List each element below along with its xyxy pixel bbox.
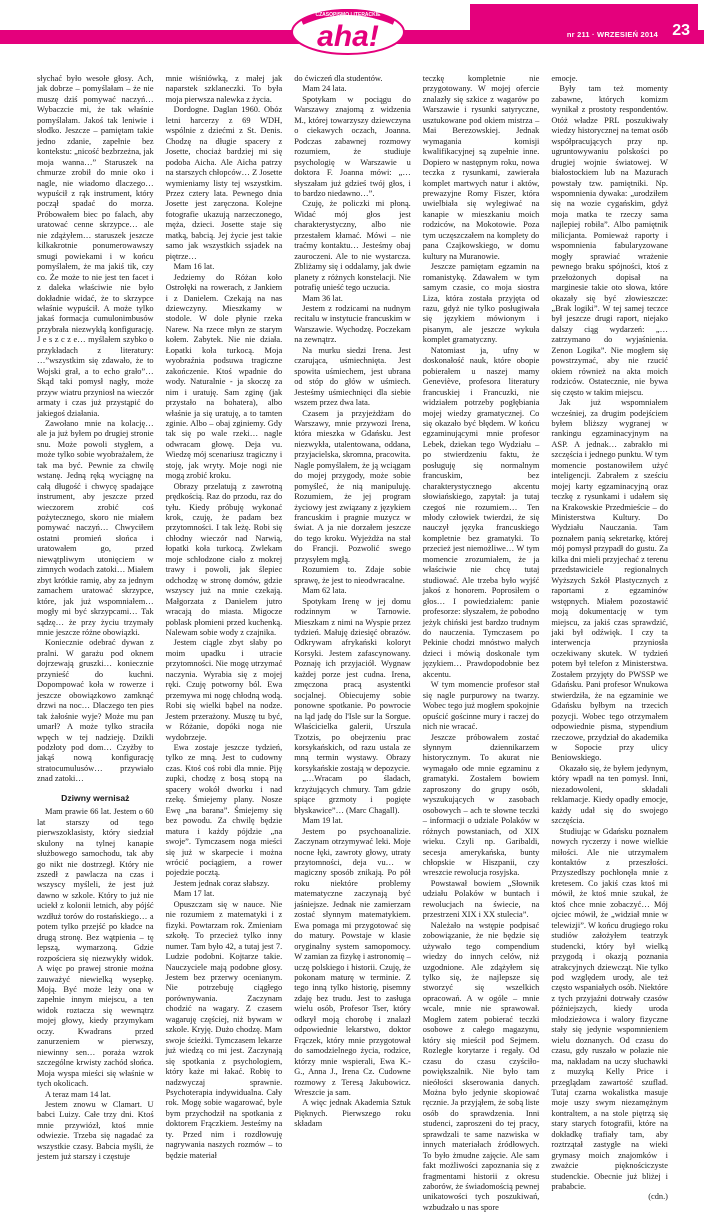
article-paragraph: Spotykam w pociągu do Warszawy znajomą z widzenia M., której towarzyszy dziewczyna o ciekawych oczach, Joanna. Podczas zabawnej rozmowy rozumiem, że studiuje psychologię w Warszawie u doktora F. Joanna mówi: „…słyszałam już gdzieś twój głos, i to bardzo niedawno…”. xyxy=(294,94,411,198)
article-paragraph: A teraz mam 14 lat. xyxy=(45,1089,111,1099)
article-columns xyxy=(37,74,668,1212)
article-paragraph: Koniecznie odebrać dywan z pralni. W garażu pod oknem dojrzewają gruszki… koniecznie przynieść do kuchni. Dopompować koła w rowerze i jeszcze obowiązkowo zamknąć drzwi na noc… Dlaczego ten pies tak żałośnie wyje? Może mu pan umarł? A może tylko straciła wpęch w tej nadzieję. Dzikli podzłoty pod dom… Czyżby to jakąś nową konfigurację stratocumulusów… przywiało znad zatoki… xyxy=(37,638,154,784)
article-paragraph: Mam prawie 66 lat. Jestem o 60 lat starszy od tego pierwszoklasisty, który siedział skulony na tylnej kanapie służbowego samochodu, tak aby go nikt nie dostrzegł. Który nie zszedł z pawlacza na czas i wszyscy myśleli, że jest już dawno w szkole. Który to już nie uciekł z kolonii letnich, aby pójść wzdłuż torów do rostańskiego… a potem tylko przejść po kładce na drugą stronę. Bez wątpienia – tę lepszą, wymarzoną. Gdzie rozpościera się niezwykły widok. A więc po prawej stronie można zauważyć niewielką wysepkę. Moją. Być może leży ona w zapełnie innym miejscu, a ten widok roztacza się wewnątrz mojej głowy, kiedy przymykam oczy. Kwadrans przed zanurzeniem w pierwszy, niewinny sen… poraża wzrok szczególne krwisty zachód słońca. Moja wyspa mieści się właśnie w tych okolicach. xyxy=(37,807,154,1089)
article-signature: (cdn.) xyxy=(648,1192,668,1202)
article-paragraph: słychać było wesołe głosy. Ach, jak dobrze – pomyślałam – że nie muszę dziś pomywać naczyń… Wybaczcie mi, że tak właśnie pomyślałam. Jakoś tak leniwie i słodko. Jeszcze – pamiętam takie jedno zdanie, zapełnie bez kontekstu: „nicość bezbrzeżna, jak moja wanna…” Staruszek na chmurze zrobił do mnie oko i nagle, nie wiadomo dlaczego… wypuścił z rąk instrument, który począł spadać do morza. Próbowałem biec po falach, aby uratować cenne skrzypce… ale nie zdążyłem… staruszek jeszcze kilkakrotnie ponumerowawszy smugi powiekami i w końcu pomyślałem, że ma jakiś tik, czy co. Że może to nie jest ten facet i z daleka właściwie nie było dokładnie widać, że to skrzypce właśnie wypuścił. A może tylko jakaś formacja cumulonimbusów przybrała niezwykłą konfigurację. J e s z c z e… myślałem szybko o przykładach z literatury: …”wszystkim się zdawało, że to Wojski grał, a to echo grało”… Skąd taki pomysł nagły, może przyw wiatru przyniosł na wieczór armaty i czas już przystąpić do jakiegoś działania. xyxy=(37,74,154,418)
text-column-2 xyxy=(165,74,283,1160)
article-paragraph: Jestem ciągle zbyt słaby po moim upadku i utracie przytomności. Nie mogę utrzymać naczynia. Wyrabia się z mojej ręki. Czuję potworny ból. Ewa przemywa mi nogę chłodną wodą. Robi się wielki bąbel na nodze. Jestem przerażony. Muszę tu być, w Różanie, dopóki noga nie wydobrzeje. xyxy=(165,638,283,742)
article-paragraph: Jeszcze próbowałem zostać słynnym dziennikarzem historycznym. To akurat nie wymagało ode mnie egzaminu z gramatyki. Zostałem bowiem zaproszony do grupy osób, wyszukujących w zasobach osobowych – ach te słowne teczki – informacji o udziale Polaków w różnych powstaniach, od XIX wieku. Czyli np. Garibaldi, secesja amerykańska, bunty chłopskie w Hiszpanii, czy wreszcie rewolucja rosyjska. xyxy=(422,732,540,878)
article-paragraph: do ćwiczeń dla studentów. xyxy=(294,74,383,83)
magazine-logo xyxy=(288,2,408,56)
article-paragraph: Jestem z rodzicami na nudnym recitalu w instytucie francuskim w Warszawie. Wychodzę. Poczekam na zewnątrz. xyxy=(294,303,411,345)
page-header xyxy=(0,0,704,58)
article-paragraph: Spotykam Irenę w jej domu rodzinnym w Tarnowie. Mieszkam z nimi na Wyspie przez tydzień. Małuję dziesięć obrazów. Odkrywam afrykański koloryt Korsyki. Jestem zafascynowany. Poznaję ich przyjaciół. Wygnaw każdej porze jest cudna. Irena, zmęczona pracą asystentki socjalnej. Obiecujemy sobie ponowne spotkanie. Po powrocie na ląd jadę do l'Isle sur la Sorgue. Właścicielka galerii, Urszula Tzotzis, po obejrzeniu prac korsykańskich, od razu ustala ze mną termin wystawy. Obrazy korsykańskie zostają w depozycie. xyxy=(294,596,411,773)
article-paragraph: A więc jednak Akademia Sztuk Pięknych. Pierwszego roku składam xyxy=(294,1098,411,1129)
article-paragraph: Opuszczam się w nauce. Nie nie rozumiem z matematyki i z fizyki. Powtarzam rok. Zmieniam szkołę. To przecież tylko inny numer. Tam było 42, a tutaj jest 7. Ludzie podobni. Kojtarze takie. Nauczyciele mają podobne głosy. Jestem bez przerwy ocenianym. Nie potrzebuję ciągłego porównywania. Zaczynam chodzić na wagary. Z czasem wagaruję częściej, niż bywam w szkole. Kryję. Dużo chodzę. Mam swoje ścieżki. Tymczasem lekarze już wiedzą co mi jest. Zaczynają się spotkania z psychologiem, który każe mi łakać. Robię to nadzwyczaj sprawnie. Psychoterapia indywidualna. Cały rok. Mogę sobie wagarować, byle bym przychodził na spotkania z doktorem Frączkiem. Jesteśmy na ty. Przed nim i rozdłowuję nagrywania naszych rozmów – to będzie materiał xyxy=(165,899,283,1160)
logo-ribbon: CZASOPISMO LITERACKIE xyxy=(315,12,381,18)
article-paragraph: Jak już wspomniałem wcześniej, za drugim podejściem byłem bliższy wygranej w rankingu egzaminacyjnym na ASP. A jednak… zabrakło mi szczęścia i jednego punktu. W tym momencie postanowiłem użyć inteligencji. Zabrałem z sześciu mojej karty egzaminacyjną oraz teczkę z rysunkami i udałem się na Krakowskie Przedmieście – do Ministerstwa Kultury. Do Wydziału Nauczania. Tam poznałem panią sekretarkę, której mój pomysł przypadł do gustu. Za kilka dni mieli przyjechać z terenu przedstawiciele regionalnych Wyższych Szkół Plastycznych z raportami z egzaminów wstępnych. Miałem pozostawić moją dokumentację w tym miejscu, za jakiś czas sprawdzić, jaki był odźwięk. I czy ta interwencja przyniosła oczekiwany skutek. W tydzień potem był telefon z Ministerstwa. Zostałem przyjęty do PWSSP we Gdańsku. Pani profesor Wnukowa stwierdziła, że na egzaminie we Gdańsku byłbym na trzecich pozycji. Wobec tego otrzymałem odpowiednie pisma, stypendium rzeczowe, przydział do akademika w Sopocie przy ulicy Beniowskiego. xyxy=(551,398,668,763)
article-paragraph: Były tam też momenty zabawne, których komizm wynikał z prostoty respondentów. Otóż władze PRL poszukiwały wiedzy historycznej na temat osób współpracujących przy np. ugruntowywaniu polskości po drugiej wojnie światowej. W białostockiem lub na Mazurach powstały tzw. pamiętniki. Np. wspomnienia dywaka: „urodziłem się na wozie cygańskim, gdyż moja matka te rzeczy sama najlepiej robiła”. Albo pamiętnik milicjanta. Pomieważ raporty i wspomnienia fabularyzowane mogły sprawiać wrażenie pewnego braku spójności, ktoś z przełożonych dopisał na marginesie takie oto słowa, które okazały się być złowieszcze: „Brak logiki”. W tej samej teczce był jeszcze drugi raport, niejako dalszy ciąg wydarzeń: „…zatrzymano do wyjaśnienia. Zenon Logika”. Nie mogłem się powstrzymać, aby nie rzucić okiem również na akta moich rodziców. Ostatecznie, nie bywa się często w takim miejscu. xyxy=(551,84,668,397)
article-paragraph: Okazało się, że byłem jedynym, który wpadł na ten pomysł. Inni, niezadowoleni, składali reklamacje. Kiedy opadły emocje, każdy udał się do swojego szczęścia. xyxy=(551,763,668,826)
article-paragraph: Na murku siedzi Irena. Jest czarująca, uśmiechnięta. Jest spowita uśmiechem, jest ubrana od stóp do głów w uśmiech. Jesteśmy uśmiechnięci dla siebie wszem przez dwa lata. xyxy=(294,345,411,408)
article-paragraph: Mam 19 lat. xyxy=(302,816,343,826)
article-paragraph: Natomiast ja, ufny w doskonałość nauk, które obopie pobierałem u naszej mamy Geneviève, profesora literatury francuskiej i Francuzki, nie widziałem potrzeby pogłębiania mojej wiedzy gramatycznej. Co się okazało być błędem. W końcu egzaminującymi mnie profesor Lebek, dziekan tego Wydziału – po stwierdzeniu faktu, że posługuję się normalnym francuskim, bez charakterystycznego akcentu słowiańskiego, zapytał: ja tutaj czegoś nie rozumiem… Ten młody człowiek twierdzi, że się nauczył języka francuskiego kompletnie bez gramatyki. To przecież jest niemożliwe… W tym momencie zrozumiałem, że ja właściwie nie chcę tutaj studiować. Ale trzeba było wyjść jakoś z honorem. Poprosiłem o głos… I powiedziałem: panie profesorze: słyszałem, że pobodno jeżyk chiński jest bardzo trudnym do nauczenia. Tymczasem po Pekinie chodzi mnóstwo małych dzieci i mówią doskonale tym językiem… Prawdopodobnie bez akcentu. xyxy=(422,345,540,679)
article-paragraph: Dordogne. Daglan 1960. Obóz letni harcerzy z 69 WDH, wspólnie z dziećmi z St. Denis. Chodzę na długie spacery z Josette, chociaż bardziej mi się podoba Aicha. Ale Aicha patrzy na starszych chłopców… Z Josette wymieniamy listy tej wszystkim. Przez cztery lata. Pewnego dnia Josette jest zaręczona. Kolejne fotografie ukazują narzeczonego, męża, dzieci. Josette staje się matką, babcią. Jej życie jest takie samo jak wszystkich ssjadek na piętrze… xyxy=(165,105,283,261)
article-paragraph: Jeszcze pamiętam egzamin na romanistykę. Zdawałem w tym samym czasie, co moja siostra Liza, która została przyjęta od razu, gdyż nie tylko posługiwała się językiem mówionym i pisanym, ale jeszcze wykuła komplet gramatyczny. xyxy=(422,262,540,345)
article-paragraph: Rozumiem to. Zdaje sobie sprawę, że jest to nieodwracalne. xyxy=(294,565,411,585)
article-paragraph: mnie wiśniówką, z małej jak naparstek szklaneczki. To była moja pierwsza nalewka z życia. xyxy=(165,74,283,104)
text-column-4 xyxy=(422,74,540,1212)
article-paragraph: Mam 24 lata. xyxy=(302,84,347,94)
section-heading: Dziwny wernisaż xyxy=(61,792,130,803)
article-paragraph: Jedziemy do Różan koło Ostrołęki na rowerach, z Jankiem i z Danielem. Czekają na nas dziewczyny. Mieszkamy w stodole. W dole płynie rzeka Narew. Na rzece młyn ze starym kołem. Zabytek. Nie nie działa. Łopatki koła turkocą. Moja wyobraźnia podsuwa tragiczne zakończenie. Ktoś wpadnie do wody. Naturalnie - ja skoczę za nim i uratuję. Sam zginę (jak przystało na bohatera), albo właśnie ja się uratuję, a to tamten zginie. Albo – obaj zginiemy. Gdy tak się po wale rzeki… nagle odwracam głowę. Deja vu. Wiedzę mój scenariusz tragiczny i stoję, jak wryty. Moje nogi nie mogą zrobić kroku. xyxy=(165,272,283,481)
text-column-1 xyxy=(37,74,154,1162)
article-paragraph: Jestem jednak coraz słabszy. xyxy=(173,878,270,888)
article-paragraph: Czasem ja przyjeżdżam do Warszawy, mnie przywozi Irena, która mieszka w Gdańsku. Jest niezwykła, utalentowana, oddana, przyjacielska, skromna, pracowita. Nagle pomyślałem, że ją wciągam do mojej przygody, może sobie pomyśleć, że nią manipuluję. Rozumiem, że jej program życiowy jest związany z językiem francuskim i pragnie muzycz w świat. A ja nie dorzałem jeszcze do tego kroku. Wyjeżdża na stał do Francji. Pozwolić swego przysyłem mgłą. xyxy=(294,408,411,564)
text-column-5 xyxy=(551,74,668,1202)
page-number: 23 xyxy=(672,22,690,39)
article-paragraph: Jestem po psychoanalizie. Zaczynam otrzymywać leki. Moje nocne łęki, zawroty głowy, utraty przytomności, deja vu… w magiczny sposób znikają. Po pół roku niektóre problemy matematyczne zaczynają być jaśniejsze. Jednak nie zamierzam zostać słynnym matematykiem. Ewa pomaga mi przygotować się do matury. Powstaje w klasie oryginalny system samopomocy. W zamian za fizykę i astronomię – uczę polskiego i historii. Czuję, że pokonam maturę w terminie. Z tego inną tylko historię, pisemny zdaję bez trudu. Jest to zasługa wielu osób, Profesor Tser, który odkrył moją chorobę i znalazł odpowiednie lekarstwo, doktor Frączek, który mnie przygotował do samodzielnego życia, rodzice, którzy mnie wspierali, Ewa K.- G., Anna J., Irena Cz. Cudowne rozmowy z Teresą Jakubowicz. Wreszcie ja sam. xyxy=(294,826,411,1097)
article-paragraph: Ewa zostaje jeszcze tydzień, tylko ze mną. Jest to cudowny czas. Ktoś coś robi dla mnie. Piję zupki, chodzę z bosą stopą na spacery wokół dworku i nad rzekę. Śmiejemy plany. Nosze Ewę „na barana”. Śmiejemy się bez powodu. Za chwilę będzie matura i każdy pójdzie „na swoje”. Tymczasem noga mieści się już w skarpecie i można wrócić pociągiem, a rower pojedzie pocztą. xyxy=(165,743,283,878)
article-paragraph: „…Wracam po śladach, krzyżujących chmury. Tam gdzie spiące grzmoty i pogięte błyskawice”… (Marc Chagall). xyxy=(294,774,411,815)
article-paragraph: W tym momencie profesor stał się nagle purpurowy na twarzy. Wobec tego już mogłem spokojnie opuścić gościnne mury i raczej do nich nie wracać. xyxy=(422,680,540,732)
article-paragraph: Czuję, że policzki mi płoną. Widać mój głos jest charakterystyczny, albo nie przestałem kłamać. Mówi – nie traćmy kontaktu… Jesteśmy obaj zauroczeni. Ale to nie wystarcza. Zbliżamy się i oddalamy, jak dwie planety z różnych konstelacji. Nie potrafię unieść tego uczucia. xyxy=(294,199,411,293)
issue-label: nr 211 · WRZESIEŃ 2014 xyxy=(566,30,658,39)
article-paragraph: Mam 62 lata. xyxy=(302,586,347,596)
article-paragraph: Zawołano mnie na kolację… ale ja już byłem po drugiej stronie snu. Może powoli stygłem, a może tylko sobie wyobrażałem, że tak ma być. Pewnie za chwilę wstanę. Jedną ręką wyciągnę na całą długość i chwycę spadające instrument, aby jeszcze przed wieczorem zrobić coś pożytecznego, skoro nie miałem pomywać naczyń… Chwyciłem ostatni promień słońca i uratowałem go, przed niewątpliwym utonięciem w zimnych wodach zatoki… Miałem zbyt krótkie ramię, aby za jednym zamachem uratować skrzypce, które, jak już wspomniałem… mogły mi być skrzypcami… Tak sądzę… że przy życiu trzymały mnie jeszcze różne obowiązki. xyxy=(37,418,154,638)
article-paragraph: Jestem znowu w Clamart. U babci Luizy. Całe trzy dni. Ktoś mnie przywiózł, ktoś mnie odwiezie. Trzeba się nagadać za wszystkie czasy. Babcia myśli, że jestem już starszy i częstuje xyxy=(37,1099,154,1162)
article-paragraph: emocje. xyxy=(551,74,578,83)
article-paragraph: Powstawał bowiem „Słownik udziału Polaków w buntach i rewolucjach na świecie, na przestrzeni XIX i XX stulecia”. xyxy=(422,878,540,920)
text-column-3 xyxy=(294,74,411,1129)
article-paragraph: teczkę kompletnie nie przygotowany. W mojej ofercie znalazły się szkice z wagarów po Warszawie i rysunki satyryczne, usztukowane pod okiem mistrza – Mai Berezowskiej. Jednak wymagania komisji kwalifikacyjnej są zupełnie inne. Dopiero w następnym roku, nowa teczka z rysunkami, zawierała komplet martwych natur i aktów, prewazyjne Romy Fiszer, która uwielbiała się wylegiwać na kanapie w mieszkaniu moich rodziców, na Mokotowie. Poza tym uczęszczałem na komplety do pana Czajkowskiego, w domu kultury na Muranowie. xyxy=(422,74,540,261)
article-paragraph: Mam 16 lat. xyxy=(173,262,215,272)
article-paragraph: Należało na wstępie podpisać zobowiązanie, że nie będzie się używało tego compendium wiedzy do innych celów, niż uzgodnione. Ale zdążyłem się tylko się, że najlepsze się stworzyć się wszelkich opracowań. A w ogóle – mnie wcale, mnie nie sprawował. Mogłem zatem pobierać teczki osobowe z całego magazynu, który się mieścił pod Sejmem. Rozległe korytarze i regały. Od czasu do czasu czyściło-powiększalnik. Nie było tam nieółości skserowania danych. Można było jedynie skopiować ręcznie. Ja przyjąłem, że sobą liste osób do sprawdzenia. Inni studenci, zaproszeni do tej pracy, sprawdzali te same nazwiska w innych materiałach źródłowych. To było żmudne zajęcie. Ale sam fakt możliwości zapoznania się z fragmentami historii z okresu zaborów, że świadomością pewnej unikatowości tych poszukiwań, wzbudzało u nas spore xyxy=(422,920,540,1212)
article-paragraph: Studiując w Gdańsku poznałem nowych ryczerzy i nowe wielkie miłości. Ale nie utrzymałem kontaktów z przeszłości. Przyszedłszy pochłonęła mnie z kretesem. Co jakiś czas ktoś mi mówił, że ktoś mnie szukał, że ktoś chce mnie zobaczyć… Mój ojciec mówił, że „widział mnie w telewizji”. W końcu drugiego roku studiów założyłem teatrzyk studencki, który był wielką przygodą i okazją poznania atrakcyjnych dziewcząt. Nie tylko pod względem urody, ale też często wspaniałych osób. Niektóre z tych przyjaźni dotrwały czasów późniejszych, kiedy uroda młodzieżowca i walory fizyczne stały się jedynie wspomnieniem wielu doznanych. Od czasu do czasu, gdy ruszało w połazie nie ma, nakładam na uczy słuchawki z muzyką Kelly Price i przeglądam zawartość szuflad. Tutaj czarna wokalistka masuje moje uszy swym niezamężnym kontraltem, a na stole piętrzą się stary starych fotografii, które na dokładkę trafiały tam, aby roztrzątał zastygłe na wieki grymasy moich znajomków i zważcie pięknościczyste studenckie. Obecnie już bliżej i prababcie. xyxy=(551,826,668,1192)
logo-text: aha! xyxy=(317,20,379,53)
article-paragraph: Mam 36 lat. xyxy=(302,293,343,303)
article-paragraph: Obrazy przelatują z zawrotną prędkością. Raz do przodu, raz do tyłu. Kiedy próbuję wykonać krok, czuję, że padam bez przytomności. I tak leżę. Robi się chłodny wieczór nad Narwią, łopatki koła turkocą. Zwlekam moje schłodzone ciało z mokrej trawy i powoli, jak ślepiec odchodzę w stronę domów, gdzie wszyscy już na mnie czekają. Małgorzata z Danielem jutro wracają do miasta. Migocze poblask płomieni przed kuchenką. Nalewam sobie wody z czajnika. xyxy=(165,481,283,638)
article-paragraph: Mam 17 lat. xyxy=(173,889,215,899)
